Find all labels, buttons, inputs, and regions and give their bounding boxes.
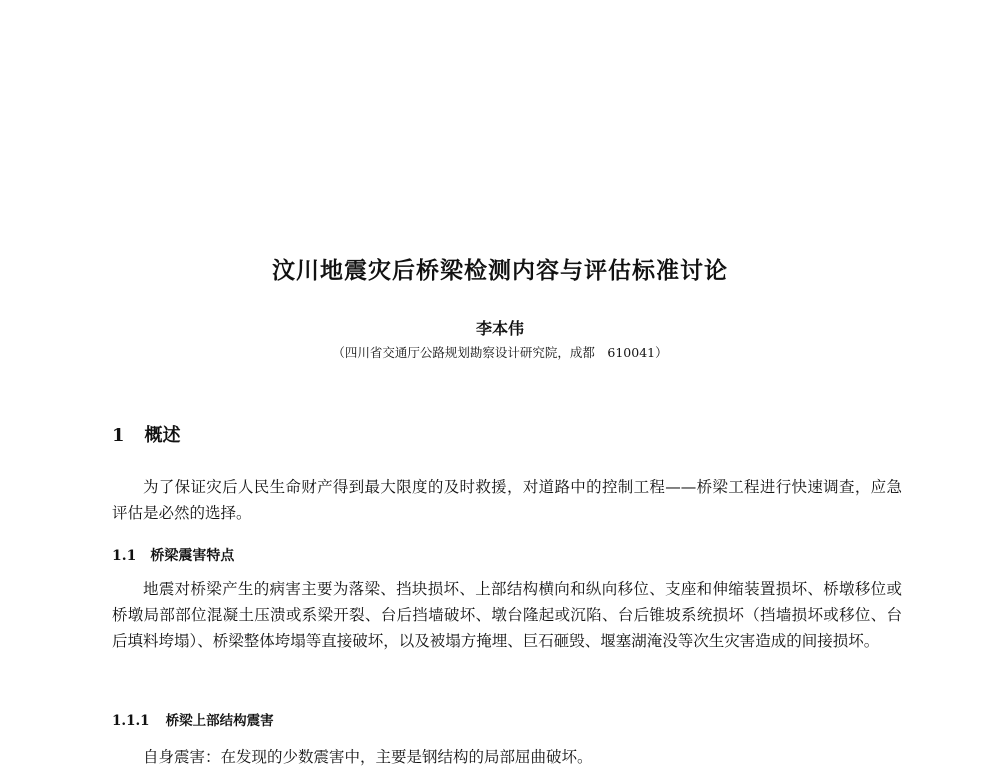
section-number: 1.1 [112, 548, 137, 564]
section-paragraph: 自身震害：在发现的少数震害中，主要是钢结构的局部屈曲破坏。 [143, 748, 593, 766]
section-number: 1.1.1 [112, 713, 150, 729]
section-heading-1-1-1 [112, 709, 274, 729]
section-title: 桥梁震害特点 [150, 548, 235, 564]
paper-title: 汶川地震灾后桥梁检测内容与评估标准讨论 [272, 258, 728, 284]
section-title: 桥梁上部结构震害 [165, 713, 274, 729]
author-affiliation: （四川省交通厅公路规划勘察设计研究院，成都 610041） [332, 345, 668, 360]
section-paragraph: 地震对桥梁产生的病害主要为落梁、挡块损坏、上部结构横向和纵向移位、支座和伸缩装置损坏、桥墩移位或桥墩局部部位混凝土压溃或系梁开裂、台后挡墙破坏、墩台隆起或沉陷、台后锥坡系统损坏（挡墙损坏或移位、台后填料垮塌）、桥梁整体垮塌等直接破坏，以及被塌方掩埋、巨石砸毁、堰塞湖淹没等次生灾害造成的间接损坏。 [112, 580, 902, 650]
section-title: 概述 [144, 425, 181, 446]
section-heading-1 [112, 421, 181, 447]
section-heading-1-1 [112, 545, 234, 565]
section-paragraph: 为了保证灾后人民生命财产得到最大限度的及时救援，对道路中的控制工程——桥梁工程进行快速调查，应急评估是必然的选择。 [112, 478, 902, 522]
author-name: 李本伟 [475, 319, 524, 338]
section-number: 1 [112, 425, 125, 446]
